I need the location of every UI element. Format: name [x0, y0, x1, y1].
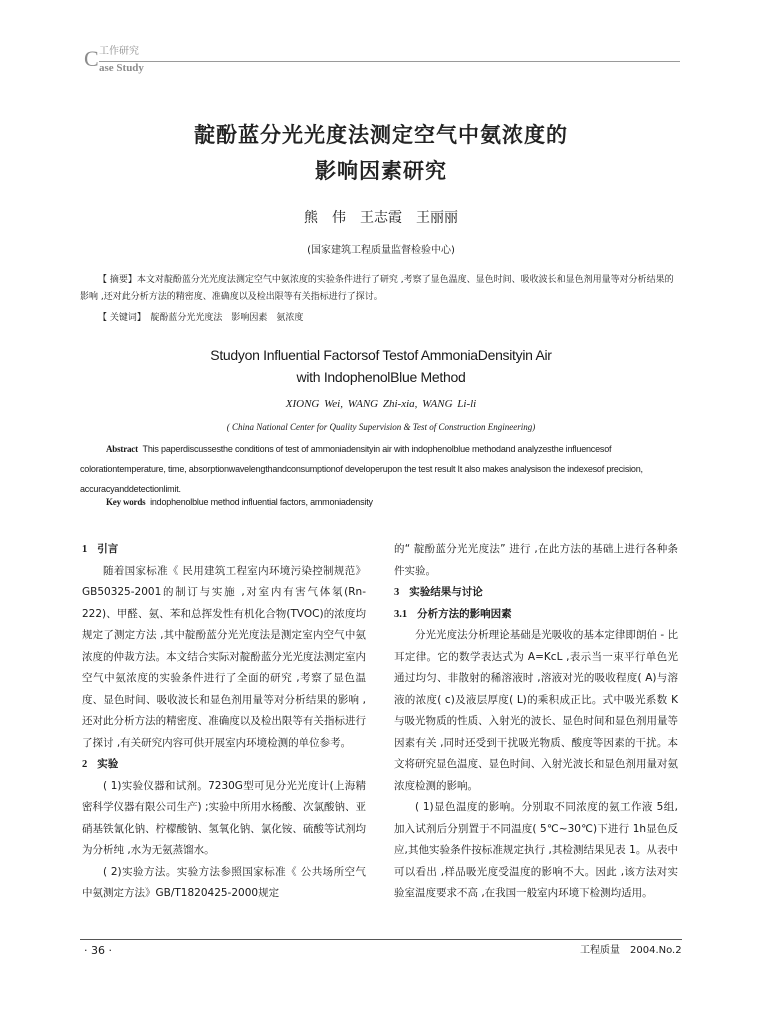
section-3-1-heading: 3.1 分析方法的影响因素 — [394, 607, 512, 620]
section-2-paragraph-2: ( 2)实验方法。实验方法参照国家标准《 公共场所空气中氨测定方法》GB/T1820425-2000规定 — [82, 865, 366, 899]
section-label-cn: 工作研究 — [99, 46, 139, 57]
footer-rule — [80, 939, 682, 940]
section-2-paragraph-1: ( 1)实验仪器和试剂。7230G型可见分光光度计(上海精密科学仪器有限公司生产) ;实验中所用水杨酸、次氯酸钠、亚硝基铁氰化钠、柠檬酸钠、氢氧化钠、氯化铵、硫酸等试剂均为分析纯 ,水为无氨蒸馏水。 — [82, 779, 366, 856]
keywords-cn-label: 【 关键词】 — [98, 313, 142, 323]
right-column — [394, 539, 678, 905]
section-label-en: ase Study — [99, 62, 144, 74]
en-authors: XIONG Wei, WANG Zhi-xia, WANG Li-li — [285, 398, 477, 410]
authors: 熊 伟 王志霞 王丽丽 — [304, 210, 458, 226]
title-line-1: 靛酚蓝分光光度法测定空气中氨浓度的 — [194, 123, 568, 147]
en-affiliation: ( China National Center for Quality Supervision & Test of Construction Engineering) — [226, 422, 536, 432]
method-continuation: 的“ 靛酚蓝分光光度法” 进行 ,在此方法的基础上进行各种条件实验。 — [394, 543, 678, 577]
affiliation: (国家建筑工程质量监督检验中心) — [307, 245, 455, 256]
section-3-1-paragraph-2: ( 1)显色温度的影响。分别取不同浓度的氨工作液 5组, 加入试剂后分别置于不同温度( 5℃~30℃)下进行 1h显色反应,其他实验条件按标准规定执行 ,其检测结果见表 1。从表中可以看出 ,样品吸光度受温度的影响不大。因此 ,该方法对实验室温度要求不高 ,在我国一般室内环境下检测均适用。 — [394, 801, 678, 899]
abstract-en — [80, 439, 682, 499]
page-number: · 36 · — [84, 944, 112, 957]
keywords-cn — [80, 310, 682, 327]
abstract-en-text: This paperdiscussesthe conditions of test of ammoniadensityin air with indophenolblue methodand analyzesthe influencesof colorationtemperature, time, absorptionwavelengthandconsumptionof developerupon the test result It also makes analysison the indexesof precision, accuracyanddetectionlimit. — [80, 444, 643, 494]
title-line-2: 影响因素研究 — [315, 159, 447, 183]
section-3-1-paragraph-1: 分光光度法分析理论基础是光吸收的基本定律即朗伯 - 比耳定律。它的数学表达式为 A=KcL ,表示当一束平行单色光通过均匀、非散射的稀溶液时 ,溶液对光的吸收程度( A)与溶液的浓度( c)及液层厚度( L)的乘积成正比。式中吸光系数 K 与吸光物质的性质、入射光的波长、显色时间和显色剂用量等因素有关 ,同时还受到干扰吸光物质、酸度等因素的干扰。本文将研究显色温度、显色时间、入射光波长和显色剂用量对氨浓度检测的影响。 — [394, 629, 678, 792]
keywords-en-text: indophenolblue method influential factors, ammoniadensity — [150, 497, 373, 507]
section-3-heading: 3 实验结果与讨论 — [394, 586, 483, 598]
header-rule — [99, 61, 680, 62]
journal-issue: 工程质量 2004.No.2 — [580, 945, 682, 956]
section-1-paragraph: 随着国家标准《 民用建筑工程室内环境污染控制规范》GB50325-2001的制订与实施 ,对室内有害气体氡(Rn-222)、甲醛、氨、苯和总挥发性有机化合物(TVOC)的浓度均规定了测定方法 ,其中靛酚蓝分光光度法是测定室内空气中氨浓度的仲裁方法。本文结合实际对靛酚蓝分光光度法测定室内空气中氨浓度的实验条件进行了全面的研究 ,考察了显色温度、显色时间、吸收波长和显色剂用量等对分析结果的影响 ,还对此分析方法的精密度、准确度以及检出限等有关指标进行了探讨 ,有关研究内容可供开展室内环境检测的单位参考。 — [82, 564, 366, 749]
keywords-en-label: Key words — [106, 497, 146, 507]
keywords-cn-text: 靛酚蓝分光光度法 影响因素 氨浓度 — [150, 313, 304, 323]
abstract-cn-text: 本文对靛酚蓝分光光度法测定空气中氨浓度的实验条件进行了研究 ,考察了显色温度、显色时间、吸收波长和显色剂用量等对分析结果的影响 ,还对此分析方法的精密度、准确度以及检出限等有关指标进行了探讨。 — [80, 275, 674, 302]
left-column — [82, 539, 366, 905]
section-letter-c: C — [84, 46, 99, 71]
abstract-cn — [80, 272, 682, 306]
section-2-heading: 2 实验 — [82, 758, 119, 770]
keywords-en — [80, 492, 682, 512]
en-title-line-1: Studyon Influential Factorsof Testof AmmoniaDensityin Air — [210, 347, 552, 363]
section-1-heading: 1 引言 — [82, 543, 119, 555]
en-title-line-2: with IndophenolBlue Method — [296, 369, 466, 385]
abstract-en-label: Abstract — [106, 444, 138, 454]
abstract-cn-label: 【 摘要】 — [98, 275, 137, 285]
